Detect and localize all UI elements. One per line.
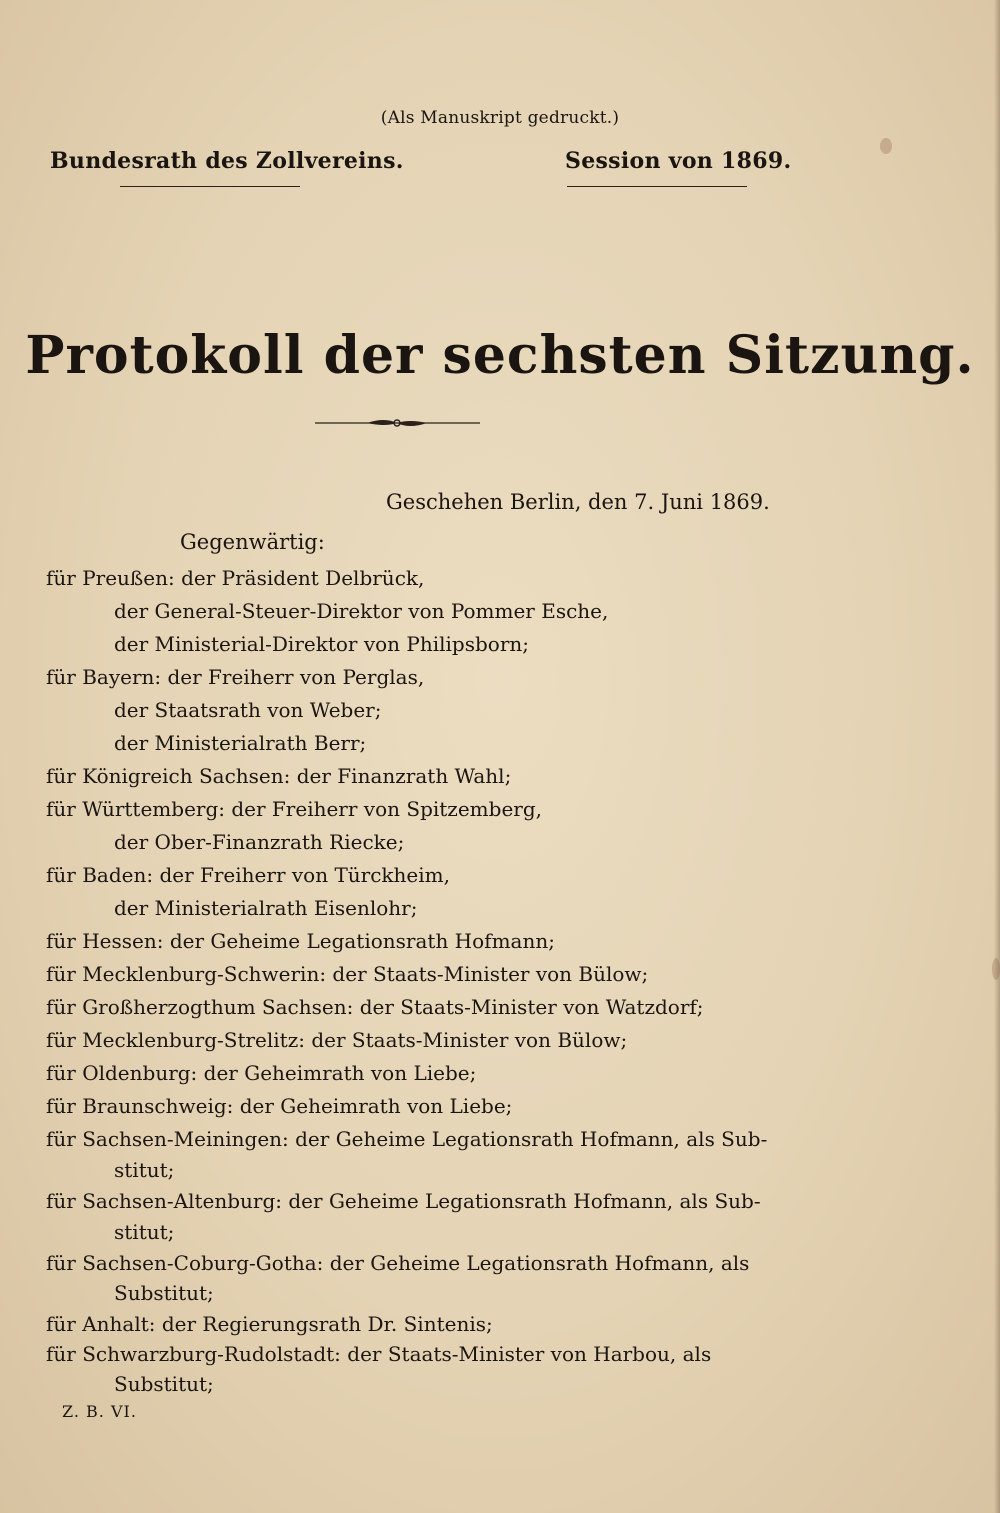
page-title: Protokoll der sechsten Sitzung. (25, 325, 975, 386)
list-item: für Sachsen-Meiningen: der Geheime Legationsrath Hofmann, als Sub- (46, 1127, 768, 1151)
present-label: Gegenwärtig: (180, 530, 325, 554)
list-item: Substitut; (114, 1281, 214, 1305)
list-item: für Preußen: der Präsident Delbrück, (46, 566, 425, 590)
list-item: stitut; (114, 1158, 175, 1182)
list-item: für Mecklenburg-Schwerin: der Staats-Minister von Bülow; (46, 962, 649, 986)
list-item: der Staatsrath von Weber; (114, 698, 382, 722)
list-item: der Ministerial-Direktor von Philipsborn; (114, 632, 530, 656)
printing-note: (Als Manuskript gedruckt.) (380, 108, 620, 128)
list-item: stitut; (114, 1220, 175, 1244)
list-item: für Großherzogthum Sachsen: der Staats-Minister von Watzdorf; (46, 995, 704, 1019)
list-item: für Sachsen-Coburg-Gotha: der Geheime Legationsrath Hofmann, als (46, 1251, 750, 1275)
list-item: für Mecklenburg-Strelitz: der Staats-Minister von Bülow; (46, 1028, 628, 1052)
list-item: für Oldenburg: der Geheimrath von Liebe; (46, 1061, 477, 1085)
list-item: für Bayern: der Freiherr von Perglas, (46, 665, 425, 689)
list-item: Substitut; (114, 1372, 214, 1396)
list-item: der Ministerialrath Eisenlohr; (114, 896, 418, 920)
page-edge-shadow (994, 0, 1000, 1513)
header-rule-left (120, 186, 300, 187)
list-item: für Schwarzburg-Rudolstadt: der Staats-Minister von Harbou, als (46, 1342, 712, 1366)
ink-spot (880, 138, 892, 154)
header-left: Bundesrath des Zollvereins. (50, 148, 404, 174)
list-item: für Königreich Sachsen: der Finanzrath Wahl; (46, 764, 512, 788)
list-item: für Hessen: der Geheime Legationsrath Hofmann; (46, 929, 555, 953)
list-item: der Ministerialrath Berr; (114, 731, 367, 755)
list-item: für Baden: der Freiherr von Türckheim, (46, 863, 450, 887)
signature-mark: Z. B. VI. (62, 1402, 137, 1421)
list-item: für Braunschweig: der Geheimrath von Liebe; (46, 1094, 513, 1118)
list-item: der General-Steuer-Direktor von Pommer Esche, (114, 599, 609, 623)
date-line: Geschehen Berlin, den 7. Juni 1869. (386, 490, 770, 514)
list-item: für Württemberg: der Freiherr von Spitzemberg, (46, 797, 542, 821)
header-rule-right (567, 186, 747, 187)
list-item: für Anhalt: der Regierungsrath Dr. Sintenis; (46, 1312, 493, 1336)
list-item: für Sachsen-Altenburg: der Geheime Legationsrath Hofmann, als Sub- (46, 1189, 761, 1213)
divider-ornament (315, 414, 480, 432)
header-right: Session von 1869. (565, 148, 792, 174)
list-item: der Ober-Finanzrath Riecke; (114, 830, 405, 854)
